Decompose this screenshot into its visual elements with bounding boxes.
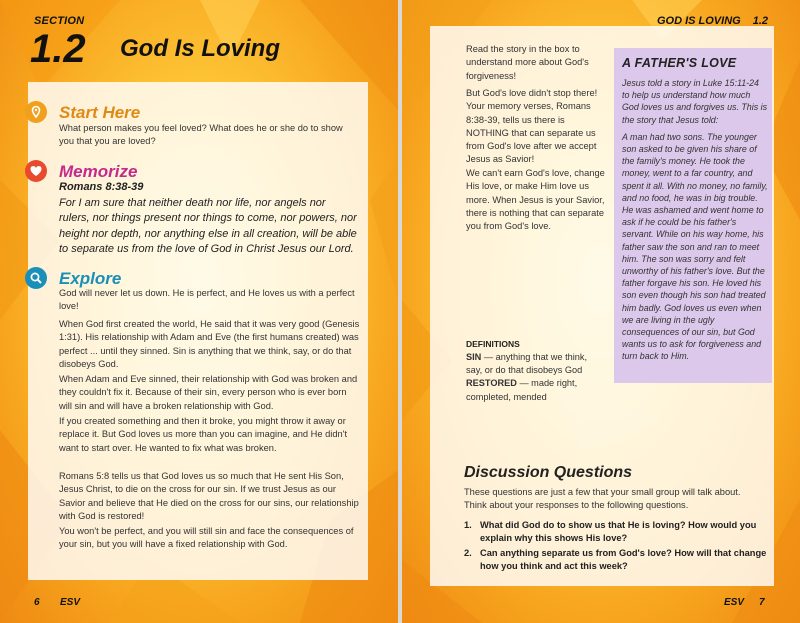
discussion-title: Discussion Questions (464, 464, 633, 481)
version-label: ESV (60, 597, 81, 608)
definition-text: — made right, completed, mended (466, 378, 578, 402)
definitions-list (466, 351, 602, 404)
story-parable: A man had two sons. The younger son asked to be given his share of the family's money. He took the money, went to a far country, and spent it all. With no money, no family, and no food, he was in big trouble. He was ashamed and went home to ask if he could be his father's servant. While on his way home, his father saw the son and ran to meet him. The son was sorry and felt unworthy of his father's love. But the father forgave his son. He loved his son even though his son had treated him badly. God loves us even when we are living in the ugly consequences of our sin, but God wants us to ask for forgiveness and turn back to Him. (622, 131, 768, 362)
question-text: What did God do to show us that He is loving? How would you explain why this shows His love? (480, 520, 757, 544)
memory-verse-text: For I am sure that neither death nor life, nor angels nor rulers, nor things present nor things to come, nor powers, nor height nor depth, nor anything else in all creation, will be able to separate us from the love of God in Christ Jesus our Lord. (59, 197, 357, 256)
explore-paragraph: When God first created the world, He said that it was very good (Genesis 1:31). His relationship with Adam and Eve (the first humans created) was perfect ... until they sinned. Sin is anything that we think, say, or do that disobeys God. (59, 319, 360, 369)
story-box-text (622, 77, 768, 363)
section-number: 1.2 (30, 27, 86, 71)
section-label: SECTION (34, 15, 85, 27)
story-box (614, 48, 772, 383)
start-here-heading: Start Here (59, 103, 141, 122)
running-head (657, 15, 768, 27)
version-label: ESV (724, 597, 745, 608)
body-paragraph: We can't earn God's love, change His love, or make Him love us more. When Jesus is your Savior, there is nothing that can separate you from God's love. (466, 168, 605, 232)
running-head-title: GOD IS LOVING (656, 15, 741, 27)
body-paragraph: But God's love didn't stop there! Your memory verses, Romans 8:38-39, tells us there is NOTHING that can separate us from God's love after we accept Jesus as Savior! (466, 88, 598, 165)
question-text: Can anything separate us from God's love? How will that change how you think and act this week? (480, 548, 767, 572)
definition-term: SIN (466, 352, 482, 362)
explore-paragraph: You won't be perfect, and you will still sin and face the consequences of your sin, but you will have a fixed relationship with God. (59, 526, 354, 550)
discussion-intro: These questions are just a few that your small group will talk about. Think about your responses to the following questions. (464, 487, 741, 511)
running-head-number: 1.2 (752, 15, 768, 27)
start-here-text: What person makes you feel loved? What does he or she do to show you that you are loved? (59, 123, 343, 147)
question-number: 2. (464, 548, 472, 558)
definition-text: — anything that we think, say, or do that disobeys God (466, 352, 588, 376)
story-intro: Jesus told a story in Luke 15:11-24 to help us understand how much God loves us and forgives us. This is the story that Jesus told: (622, 78, 768, 125)
story-box-title: A FATHER'S LOVE (622, 56, 737, 70)
explore-paragraph: God will never let us down. He is perfect, and He loves us with a perfect love! (59, 288, 355, 312)
explore-heading: Explore (59, 269, 122, 288)
definitions-title: DEFINITIONS (466, 339, 520, 349)
page-number: 6 (34, 597, 40, 608)
definition-term: RESTORED (466, 378, 517, 389)
page-title: God Is Loving (120, 35, 280, 62)
page-number: 7 (759, 597, 765, 608)
body-paragraph: Read the story in the box to understand more about God's forgiveness! (466, 44, 589, 81)
right-page (402, 0, 800, 623)
memorize-heading: Memorize (59, 162, 138, 181)
question-number: 1. (464, 520, 472, 530)
left-page (0, 0, 398, 623)
explore-paragraph: When Adam and Eve sinned, their relationship with God was broken and they couldn't fix it. Because of their sin, every person who is ever born will sin and will have a broken relationship with God. (59, 374, 358, 411)
location-pin-icon (25, 101, 47, 123)
heart-icon (25, 160, 47, 182)
memory-verse-reference: Romans 8:38-39 (59, 181, 144, 193)
explore-paragraph: Romans 5:8 tells us that God loves us so much that He sent His Son, Jesus Christ, to die on the cross for our sin. If we trust Jesus as our Savior and believe that He died on the cross for our sins, our relationship with God is restored! (59, 471, 359, 521)
explore-paragraph: If you created something and then it broke, you might throw it away or replace it. But God loves us more than you can imagine, and He didn't want to start over. He wanted to fix what was broken. (59, 416, 348, 453)
magnifier-icon (25, 267, 47, 289)
